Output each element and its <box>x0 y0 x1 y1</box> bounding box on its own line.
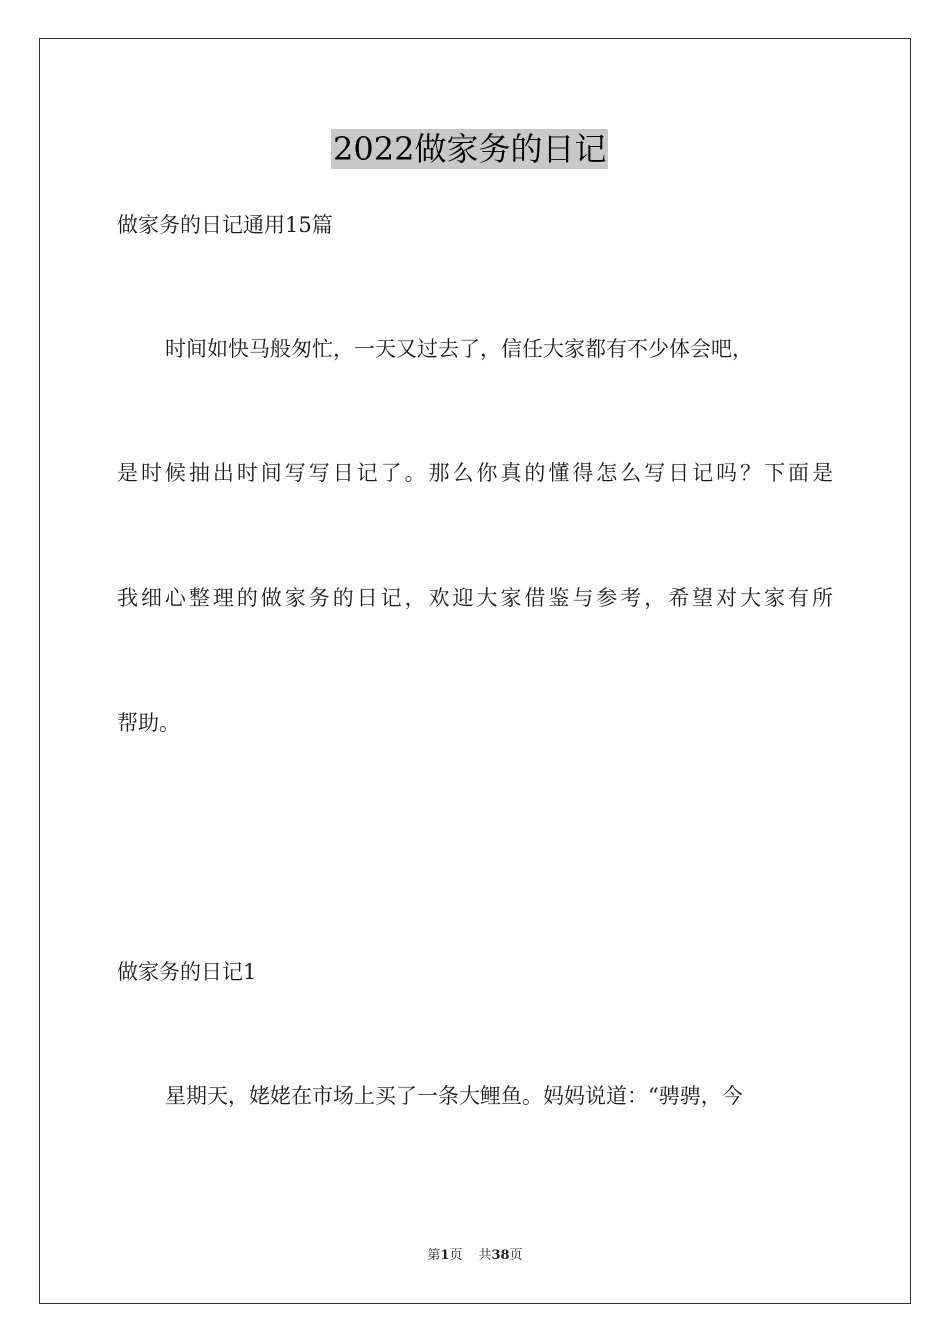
intro-line-1: 时间如快马般匆忙，一天又过去了，信任大家都有不少体会吧， <box>165 337 753 361</box>
intro-line-2: 是时候抽出时间写写日记了。那么你真的懂得怎么写日记吗？下面是 <box>117 461 833 485</box>
document-subtitle: 做家务的日记通用15篇 <box>117 213 333 237</box>
intro-line-4: 帮助。 <box>117 711 180 735</box>
footer-total-suffix: 页 <box>509 1248 523 1263</box>
footer-total-prefix: 共 <box>478 1248 492 1263</box>
footer-page-suffix: 页 <box>449 1248 463 1263</box>
footer-total-pages: 38 <box>491 1248 510 1263</box>
footer-page-current: 1 <box>440 1248 450 1263</box>
page-footer <box>0 1247 950 1265</box>
section-heading: 做家务的日记1 <box>117 960 257 984</box>
intro-line-3: 我细心整理的做家务的日记，欢迎大家借鉴与参考，希望对大家有所 <box>117 586 833 610</box>
section-paragraph-line: 星期天，姥姥在市场上买了一条大鲤鱼。妈妈说道：“骋骋，今 <box>165 1084 743 1108</box>
footer-page-prefix: 第 <box>427 1248 441 1263</box>
document-title: 2022做家务的日记 <box>333 130 607 168</box>
